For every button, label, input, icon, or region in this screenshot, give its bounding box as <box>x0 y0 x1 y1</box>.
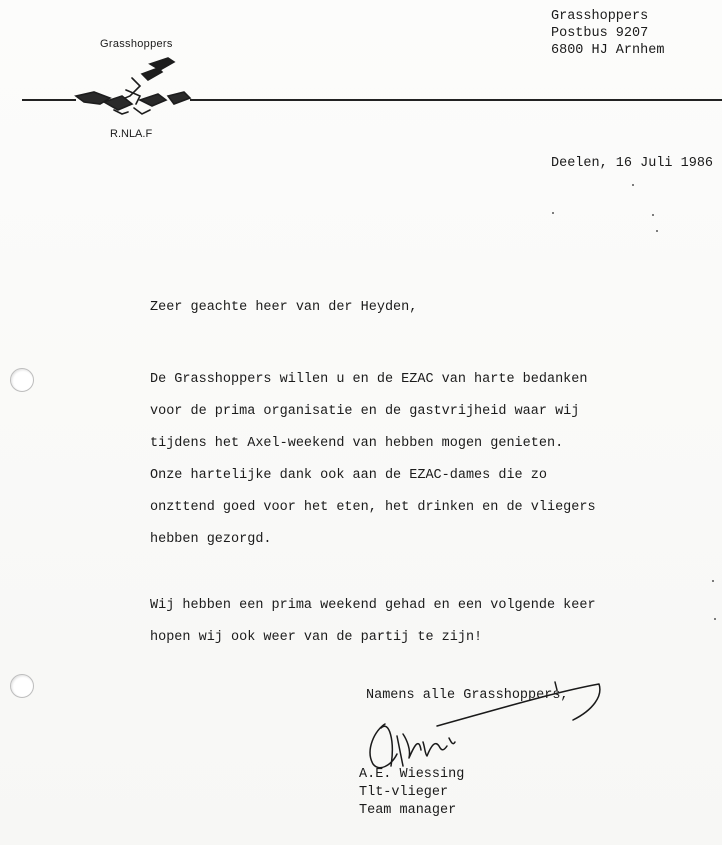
paper-speck <box>632 184 634 186</box>
paper-speck <box>656 230 658 232</box>
paragraph-line: Onze hartelijke dank ook aan de EZAC-dames die zo <box>150 468 547 483</box>
address-line-1: Grasshoppers <box>551 9 649 24</box>
punch-hole <box>10 368 34 392</box>
paragraph-line: onzttend goed voor het eten, het drinken en de vliegers <box>150 500 596 515</box>
letter-date: Deelen, 16 Juli 1986 <box>551 156 714 171</box>
paragraph-line: hebben gezorgd. <box>150 532 272 547</box>
signatory-name: A.E. Wiessing <box>359 767 465 782</box>
address-line-2: Postbus 9207 <box>551 26 649 41</box>
paragraph-line: hopen wij ook weer van de partij te zijn! <box>150 630 483 645</box>
grasshopper-aircraft-logo-icon <box>70 56 195 116</box>
address-line-3: 6800 HJ Arnhem <box>551 43 665 58</box>
paper-speck <box>712 580 714 582</box>
letterhead-organization: Grasshoppers <box>100 38 173 50</box>
paragraph-line: De Grasshoppers willen u en de EZAC van harte bedanken <box>150 372 588 387</box>
paper-speck <box>552 212 554 214</box>
paragraph-line: tijdens het Axel-weekend van hebben mogen genieten. <box>150 436 564 451</box>
paragraph-line: Wij hebben een prima weekend gehad en een volgende keer <box>150 598 596 613</box>
paper-speck <box>652 214 654 216</box>
closing-line: Namens alle Grasshoppers, <box>366 688 569 703</box>
paper-speck <box>714 618 716 620</box>
paragraph-closing <box>150 590 596 654</box>
paragraph-line: voor de prima organisatie en de gastvrijheid waar wij <box>150 404 580 419</box>
letterhead-rule-right <box>190 99 722 101</box>
paragraph-thanks <box>150 364 596 556</box>
signatory-role: Team manager <box>359 803 457 818</box>
signatory-block <box>359 766 464 820</box>
letterhead-subtitle: R.NLA.F <box>110 128 153 140</box>
salutation: Zeer geachte heer van der Heyden, <box>150 300 418 315</box>
handwritten-signature-icon <box>345 680 615 780</box>
signatory-rank: Tlt-vlieger <box>359 785 449 800</box>
letterhead-rule-left <box>22 99 76 101</box>
punch-hole <box>10 674 34 698</box>
sender-address <box>551 8 664 59</box>
